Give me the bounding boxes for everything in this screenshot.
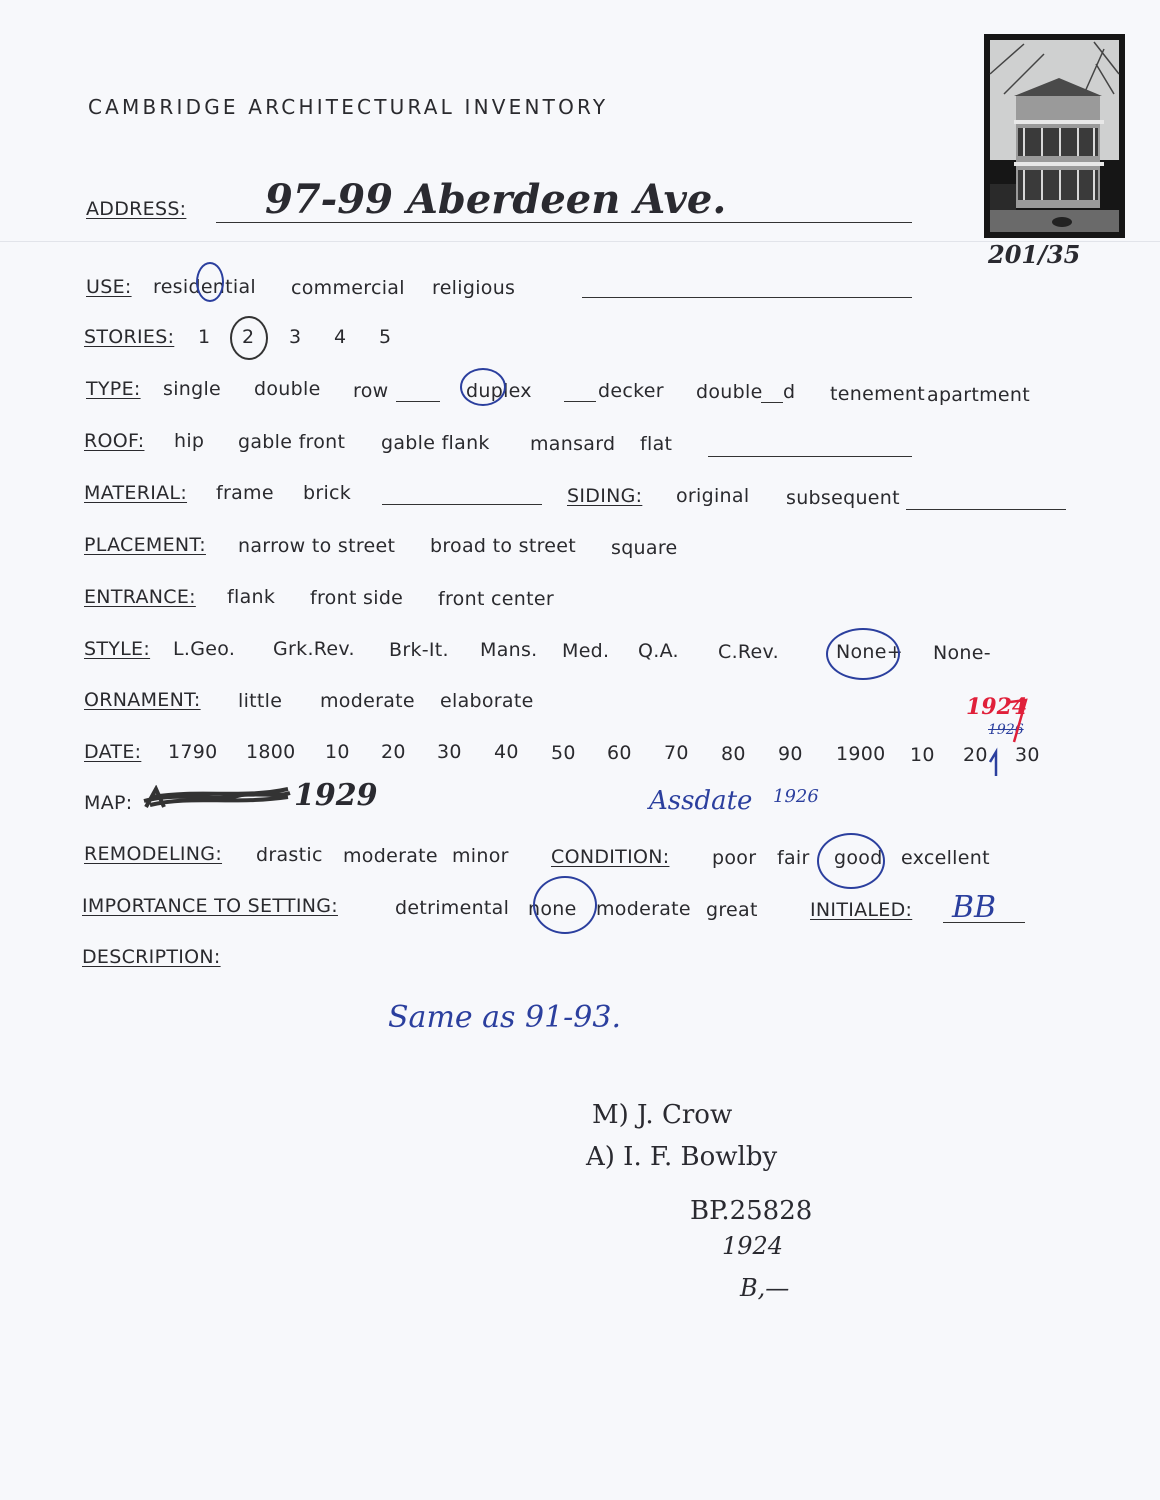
roof-label: ROOF:	[84, 430, 145, 452]
type-option-d[interactable]: d	[783, 381, 796, 403]
material-label: MATERIAL:	[84, 482, 188, 504]
entrance-option-front-side[interactable]: front side	[310, 587, 404, 609]
importance-option-great[interactable]: great	[706, 899, 758, 921]
date-option-1790[interactable]: 1790	[168, 741, 218, 763]
roof-other-line	[708, 456, 912, 457]
importance-option-detrimental[interactable]: detrimental	[395, 897, 510, 919]
style-option-mans[interactable]: Mans.	[480, 639, 538, 661]
type-selection-circle	[460, 368, 506, 406]
importance-option-moderate[interactable]: moderate	[596, 898, 691, 920]
map-value: 1929	[294, 778, 378, 813]
date-label: DATE:	[84, 741, 142, 763]
siding-label: SIDING:	[567, 485, 643, 507]
address-label: ADDRESS:	[86, 198, 187, 220]
initialed-label: INITIALED:	[810, 899, 913, 921]
type-option-single[interactable]: single	[163, 378, 222, 400]
roof-option-flat[interactable]: flat	[640, 433, 673, 455]
photo-number: 201/35	[988, 240, 1081, 269]
date-option-1900[interactable]: 1900	[836, 743, 886, 765]
map-label: MAP:	[84, 792, 133, 814]
siding-option-original[interactable]: original	[676, 485, 750, 507]
style-option-crev[interactable]: C.Rev.	[718, 641, 779, 663]
placement-option-narrow[interactable]: narrow to street	[238, 535, 396, 557]
date-option-90[interactable]: 90	[778, 743, 803, 765]
form-title: CAMBRIDGE ARCHITECTURAL INVENTORY	[88, 95, 609, 119]
date-option-10[interactable]: 10	[325, 741, 350, 763]
stories-option-3[interactable]: 3	[289, 326, 302, 348]
type-double-d-blank	[761, 402, 783, 403]
stories-selection-circle	[230, 316, 268, 360]
material-other-line	[382, 504, 542, 505]
use-other-line	[582, 297, 912, 298]
date-annotation-marks	[960, 696, 1040, 776]
roof-option-gable-front[interactable]: gable front	[238, 431, 346, 453]
description-text: Same as 91-93.	[388, 1000, 622, 1035]
entrance-label: ENTRANCE:	[84, 586, 196, 608]
condition-option-poor[interactable]: poor	[712, 847, 757, 869]
note-mason: M) J. Crow	[592, 1100, 733, 1130]
importance-option-none[interactable]: none	[528, 898, 577, 920]
entrance-option-flank[interactable]: flank	[227, 586, 276, 608]
use-selection-circle	[196, 262, 224, 302]
importance-selection-circle	[533, 876, 597, 934]
siding-other-line	[906, 509, 1066, 510]
stories-option-5[interactable]: 5	[379, 326, 392, 348]
condition-option-good[interactable]: good	[834, 847, 883, 869]
type-option-apartment[interactable]: apartment	[927, 384, 1030, 406]
style-option-grkrev[interactable]: Grk.Rev.	[273, 638, 355, 660]
ornament-option-moderate[interactable]: moderate	[320, 690, 415, 712]
type-row-blank	[396, 401, 440, 402]
style-option-none-minus[interactable]: None-	[933, 642, 991, 664]
condition-selection-circle	[817, 833, 885, 889]
note-architect: A) I. F. Bowlby	[586, 1142, 778, 1172]
placement-option-square[interactable]: square	[611, 537, 678, 559]
type-label: TYPE:	[86, 378, 141, 400]
date-crossed-out: 1926	[988, 722, 1024, 738]
style-option-med[interactable]: Med.	[562, 640, 610, 662]
roof-option-hip[interactable]: hip	[174, 430, 205, 452]
note-cost: B,—	[740, 1274, 790, 1302]
house-photo-image	[984, 34, 1125, 238]
ornament-label: ORNAMENT:	[84, 689, 201, 711]
condition-option-excellent[interactable]: excellent	[901, 847, 990, 869]
condition-option-fair[interactable]: fair	[777, 847, 810, 869]
type-option-row[interactable]: row	[353, 380, 389, 402]
date-option-80[interactable]: 80	[721, 743, 746, 765]
date-option-50[interactable]: 50	[551, 742, 576, 764]
type-decker-blank	[564, 401, 596, 402]
style-label: STYLE:	[84, 638, 151, 660]
date-option-70[interactable]: 70	[664, 742, 689, 764]
type-option-tenement[interactable]: tenement	[830, 383, 925, 405]
type-option-decker[interactable]: decker	[598, 380, 664, 402]
entrance-option-front-center[interactable]: front center	[438, 588, 554, 610]
type-option-duplex[interactable]: duplex	[466, 380, 532, 402]
date-option-60[interactable]: 60	[607, 742, 632, 764]
initialed-value: BB	[952, 890, 997, 925]
note-building-permit: BP.25828	[690, 1196, 813, 1226]
stories-option-4[interactable]: 4	[334, 326, 347, 348]
use-option-commercial[interactable]: commercial	[291, 277, 405, 299]
placement-label: PLACEMENT:	[84, 534, 206, 556]
house-photo	[984, 34, 1125, 238]
stories-option-2[interactable]: 2	[242, 326, 255, 348]
roof-option-mansard[interactable]: mansard	[530, 433, 616, 455]
date-option-1930[interactable]: 30	[1015, 744, 1040, 766]
style-selection-circle	[826, 628, 900, 680]
style-option-qa[interactable]: Q.A.	[638, 640, 679, 662]
map-assessor-note: Assdate	[649, 786, 753, 816]
ornament-option-little[interactable]: little	[238, 690, 283, 712]
date-option-40[interactable]: 40	[494, 741, 519, 763]
description-label: DESCRIPTION:	[82, 946, 221, 968]
style-option-brkit[interactable]: Brk-It.	[389, 639, 449, 661]
remodeling-option-minor[interactable]: minor	[452, 845, 509, 867]
type-option-double-d[interactable]: double	[696, 381, 763, 403]
stories-label: STORIES:	[84, 326, 175, 348]
use-option-residential[interactable]: residential	[153, 276, 257, 298]
remodeling-option-drastic[interactable]: drastic	[256, 844, 323, 866]
date-option-20[interactable]: 20	[381, 741, 406, 763]
stories-option-1[interactable]: 1	[198, 326, 211, 348]
note-year: 1924	[722, 1232, 784, 1260]
date-option-1920[interactable]: 20	[963, 744, 988, 766]
use-label: USE:	[86, 276, 132, 298]
style-option-lgeo[interactable]: L.Geo.	[173, 638, 236, 660]
material-option-frame[interactable]: frame	[216, 482, 274, 504]
date-option-30[interactable]: 30	[437, 741, 462, 763]
date-option-1910[interactable]: 10	[910, 744, 935, 766]
ornament-option-elaborate[interactable]: elaborate	[440, 690, 534, 712]
remodeling-option-moderate[interactable]: moderate	[343, 845, 438, 867]
date-option-1800[interactable]: 1800	[246, 741, 296, 763]
siding-option-subsequent[interactable]: subsequent	[786, 487, 900, 509]
use-option-religious[interactable]: religious	[432, 277, 516, 299]
condition-label: CONDITION:	[551, 846, 670, 868]
type-option-double[interactable]: double	[254, 378, 321, 400]
roof-option-gable-flank[interactable]: gable flank	[381, 432, 490, 454]
map-assessor-year: 1926	[773, 786, 819, 807]
material-option-brick[interactable]: brick	[303, 482, 352, 504]
address-value: 97-99 Aberdeen Ave.	[265, 176, 727, 223]
page-fold	[0, 241, 1160, 242]
remodeling-label: REMODELING:	[84, 843, 223, 865]
importance-label: IMPORTANCE TO SETTING:	[82, 895, 338, 917]
style-option-none-plus[interactable]: None+	[836, 641, 903, 663]
placement-option-broad[interactable]: broad to street	[430, 535, 577, 557]
date-handwritten-red: 1924	[966, 694, 1028, 720]
map-scribble	[142, 785, 292, 815]
